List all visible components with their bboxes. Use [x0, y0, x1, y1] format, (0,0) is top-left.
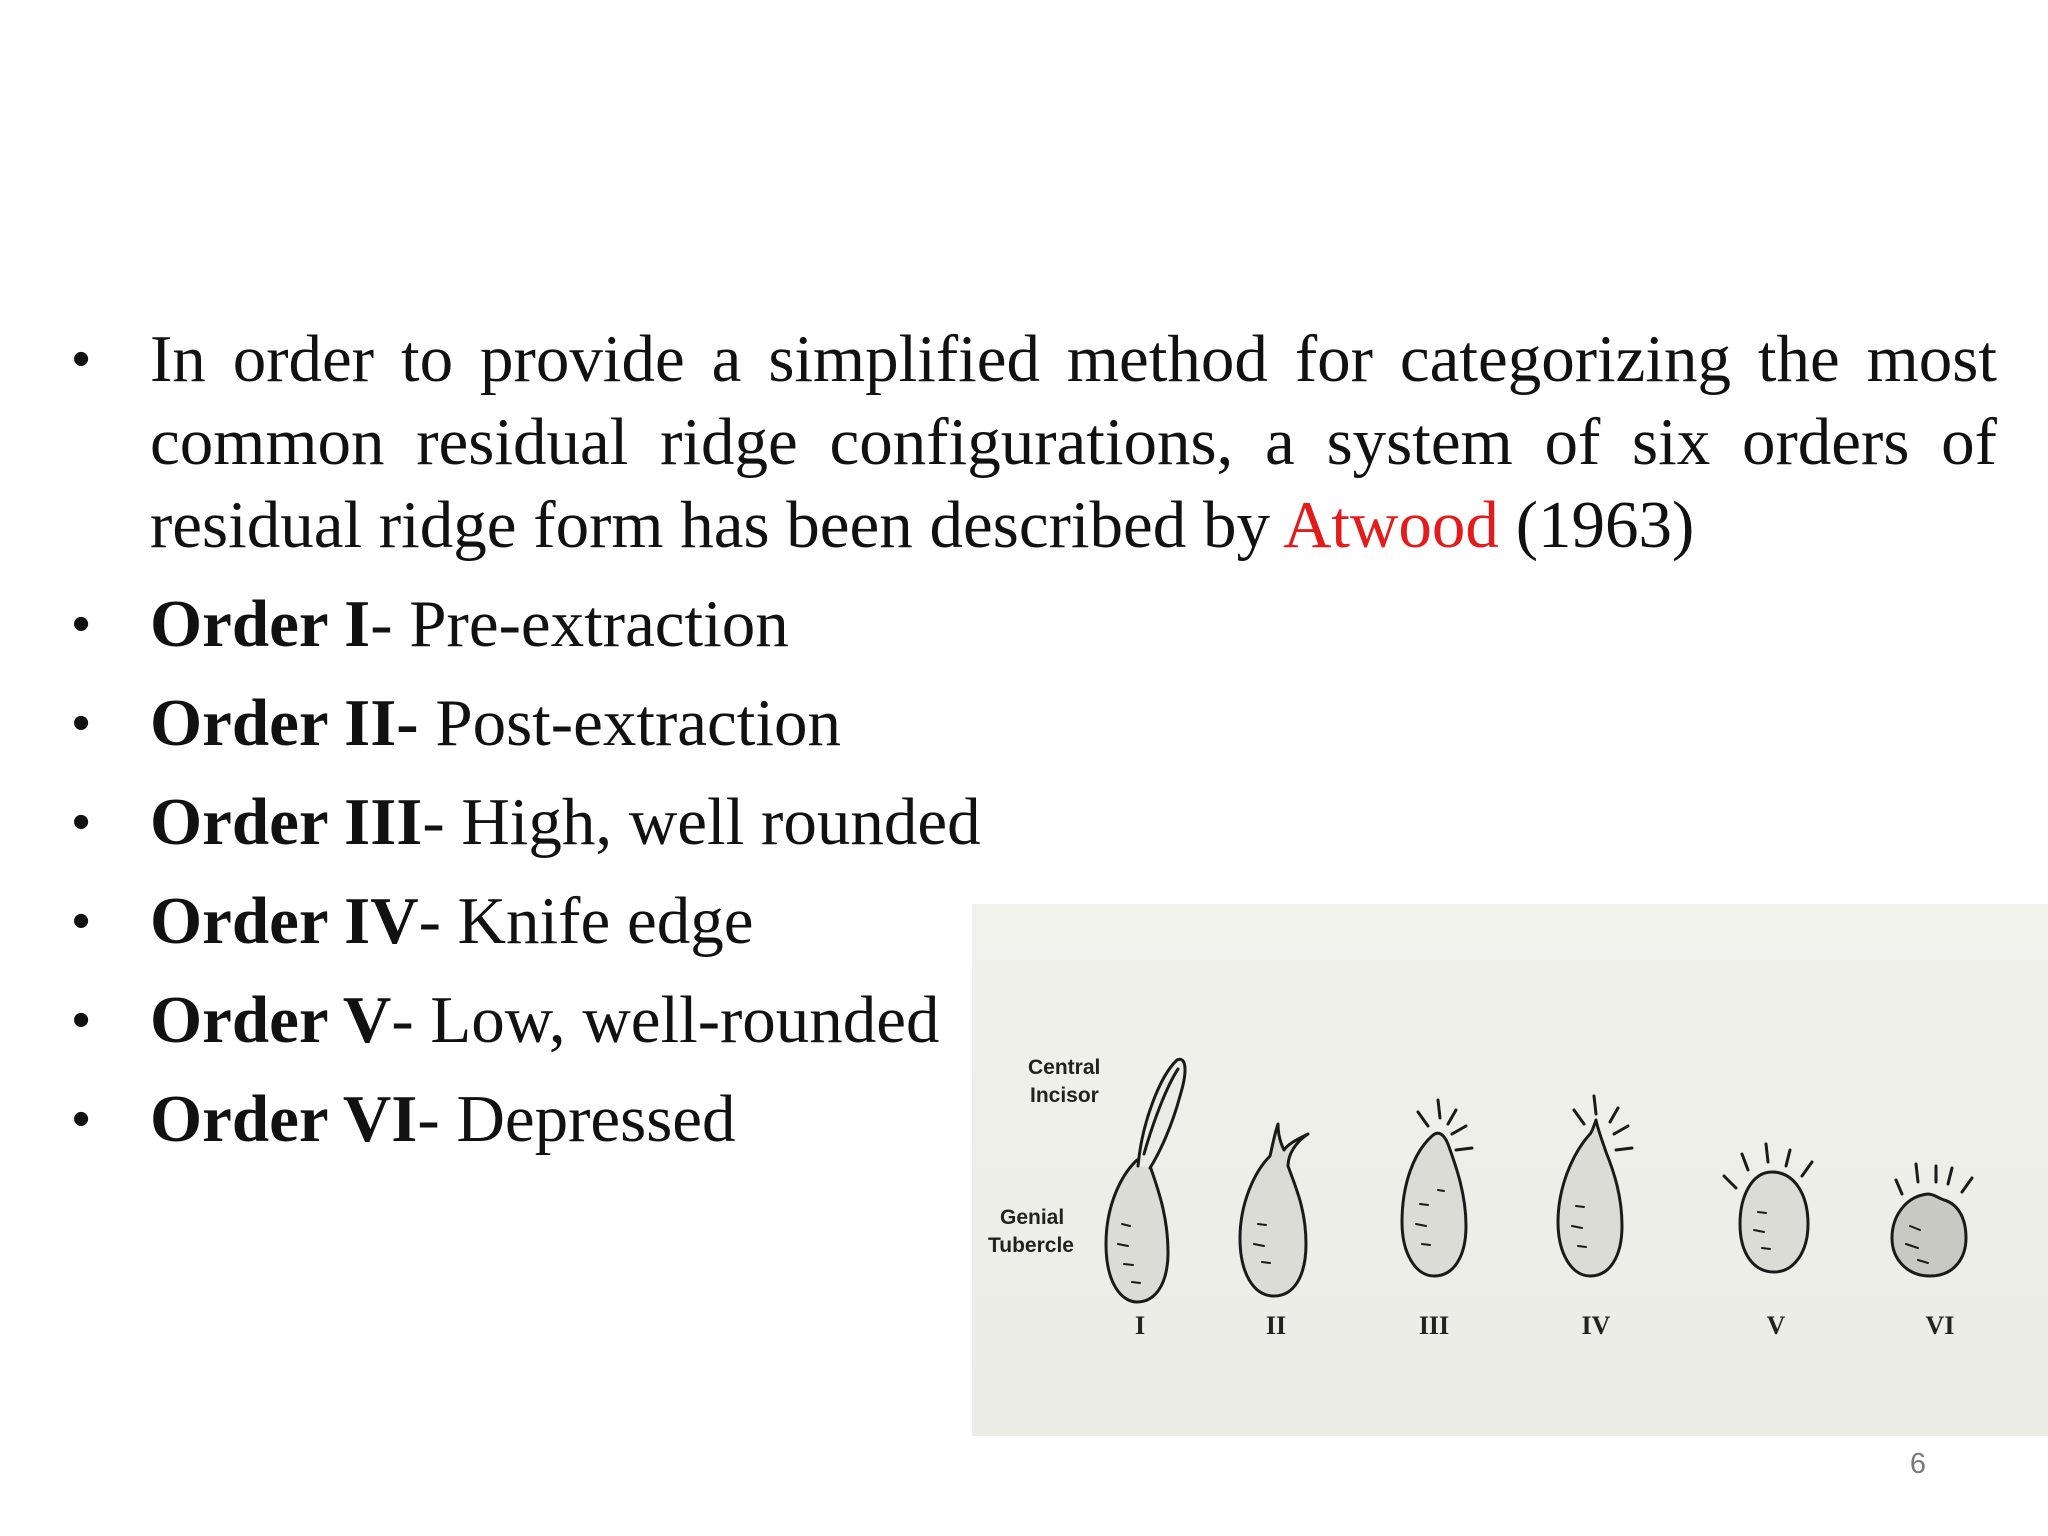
order-name: Order IV: [150, 884, 419, 958]
order-separator: -: [417, 1082, 440, 1156]
numeral-6: VI: [1925, 1311, 1955, 1340]
ridge-shape-order-6: [1892, 1164, 1972, 1276]
bullet-dot: •: [72, 694, 91, 752]
intro-text-after: (1963): [1498, 488, 1695, 562]
order-name: Order II-: [150, 686, 419, 760]
numeral-2: II: [1265, 1311, 1287, 1340]
bullet-dot: •: [72, 991, 91, 1049]
ridge-shape-order-3: [1402, 1100, 1472, 1276]
order-description: Pre-extraction: [392, 587, 789, 661]
numeral-4: IV: [1581, 1311, 1611, 1340]
order-description: High, well rounded: [444, 785, 981, 859]
central-label: Central: [1028, 1056, 1101, 1079]
numeral-5: V: [1766, 1311, 1786, 1340]
intro-text-before: In order to provide a simplified method for categorizing the most common residual ridge configurations, a system of six orders of residual ridge form has been described by: [150, 322, 1997, 562]
bullet-dot: •: [72, 330, 91, 388]
bullet-order-2: [72, 682, 1997, 765]
bullet-dot: •: [72, 595, 91, 653]
order-name: Order I: [150, 587, 371, 661]
ridge-shape-order-5: [1724, 1144, 1812, 1272]
numeral-3: III: [1418, 1311, 1450, 1340]
bullet-intro: [72, 318, 1997, 567]
bullet-dot: •: [72, 793, 91, 851]
author-name: Atwood: [1283, 488, 1499, 562]
order-name: Order III: [150, 785, 423, 859]
tubercle-label: Tubercle: [988, 1234, 1074, 1257]
order-separator: -: [422, 785, 445, 859]
order-name: Order V: [150, 983, 392, 1057]
incisor-label: Incisor: [1030, 1084, 1099, 1107]
order-separator: -: [370, 587, 393, 661]
numeral-1: I: [1134, 1311, 1146, 1340]
ridge-shape-order-1: [1106, 1059, 1185, 1302]
ridge-shape-order-4: [1558, 1096, 1632, 1276]
order-separator: -: [418, 884, 441, 958]
bullet-order-1: [72, 583, 1997, 666]
bullet-dot: •: [72, 892, 91, 950]
order-name: Order VI: [150, 1082, 418, 1156]
bullet-dot: •: [72, 1090, 91, 1148]
order-description: Depressed: [439, 1082, 736, 1156]
ridge-form-illustration: [972, 904, 2048, 1436]
genial-label: Genial: [1000, 1206, 1065, 1229]
bullet-order-3: [72, 781, 1997, 864]
intro-text: [150, 318, 1997, 567]
order-description: Low, well-rounded: [413, 983, 940, 1057]
order-separator: -: [391, 983, 414, 1057]
page-number: 6: [1909, 1448, 1926, 1480]
ridge-form-drawing: [972, 904, 2048, 1436]
ridge-shape-order-2: [1240, 1124, 1308, 1296]
order-description: Post-extraction: [418, 686, 841, 760]
order-description: Knife edge: [440, 884, 754, 958]
